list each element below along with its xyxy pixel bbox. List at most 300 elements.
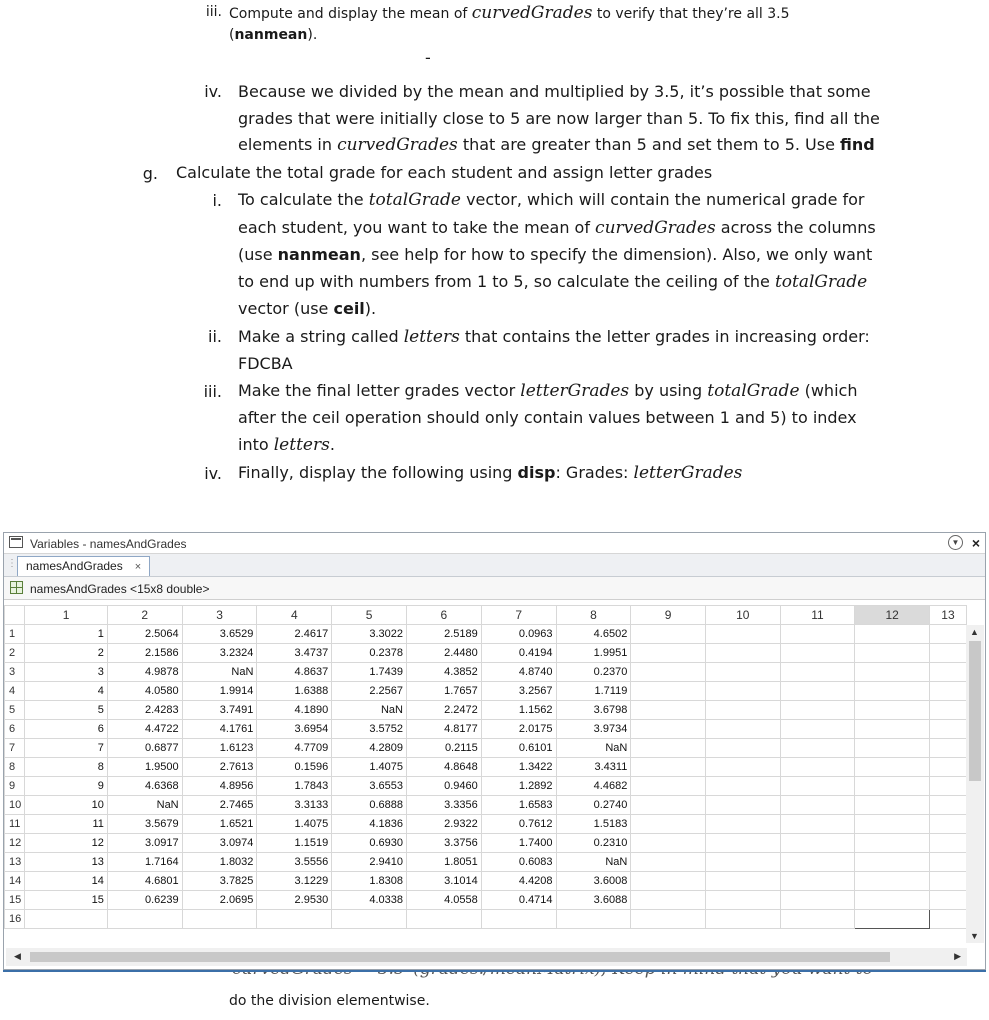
table-cell[interactable] — [705, 663, 780, 682]
table-cell[interactable]: 4.6502 — [556, 625, 631, 644]
table-cell[interactable] — [631, 720, 706, 739]
table-row — [5, 853, 967, 872]
table-row — [5, 701, 967, 720]
table-cell[interactable]: 2.4617 — [257, 625, 332, 644]
table-cell[interactable]: 1.5183 — [556, 815, 631, 834]
table-cell[interactable]: 7 — [25, 739, 108, 758]
table-cell[interactable]: 6 — [25, 720, 108, 739]
table-cell[interactable] — [25, 910, 108, 929]
column-header[interactable]: 3 — [182, 606, 257, 625]
table-cell[interactable]: 3.7491 — [182, 701, 257, 720]
table-cell[interactable] — [855, 796, 930, 815]
table-cell[interactable]: 3.3022 — [332, 625, 407, 644]
table-cell[interactable] — [780, 853, 855, 872]
table-cell[interactable]: 4.0580 — [107, 682, 182, 701]
variables-window[interactable] — [3, 532, 986, 970]
table-cell[interactable]: 0.6083 — [481, 853, 556, 872]
table-row — [5, 663, 967, 682]
table-cell[interactable]: 2.9530 — [257, 891, 332, 910]
table-cell[interactable]: 4.4208 — [481, 872, 556, 891]
table-cell[interactable]: 4.2809 — [332, 739, 407, 758]
variables-window-icon — [9, 536, 23, 548]
table-cell[interactable] — [705, 758, 780, 777]
table-cell[interactable]: 0.2378 — [332, 644, 407, 663]
grid-icon — [10, 581, 23, 594]
table-cell[interactable]: 3.2567 — [481, 682, 556, 701]
table-cell[interactable]: 0.2310 — [556, 834, 631, 853]
table-cell[interactable]: 4.8637 — [257, 663, 332, 682]
table-cell[interactable] — [631, 701, 706, 720]
table-cell[interactable] — [257, 910, 332, 929]
table-cell[interactable]: 11 — [25, 815, 108, 834]
column-header[interactable]: 9 — [631, 606, 706, 625]
doc-line: vector (use ceil). — [238, 299, 377, 318]
scrollbar-thumb[interactable] — [30, 952, 890, 962]
table-cell[interactable] — [929, 758, 966, 777]
table-cell[interactable]: 1.4075 — [257, 815, 332, 834]
table-cell[interactable] — [780, 720, 855, 739]
row-header[interactable]: 6 — [5, 720, 25, 739]
table-cell[interactable]: 3.1229 — [257, 872, 332, 891]
table-cell[interactable] — [929, 872, 966, 891]
table-cell[interactable]: 2.2567 — [332, 682, 407, 701]
table-row — [5, 625, 967, 644]
table-row — [5, 682, 967, 701]
table-row — [5, 910, 967, 929]
row-header[interactable]: 3 — [5, 663, 25, 682]
table-row — [5, 872, 967, 891]
window-bottom-border — [3, 970, 986, 972]
table-cell[interactable]: 3.9734 — [556, 720, 631, 739]
table-cell[interactable] — [929, 701, 966, 720]
table-cell[interactable]: 4.8177 — [406, 720, 481, 739]
table-cell[interactable]: 1.8308 — [332, 872, 407, 891]
table-cell[interactable]: 4.3852 — [406, 663, 481, 682]
table-cell[interactable]: 1.9951 — [556, 644, 631, 663]
table-cell[interactable] — [332, 910, 407, 929]
table-cell[interactable]: 3.0974 — [182, 834, 257, 853]
table-cell[interactable]: 14 — [25, 872, 108, 891]
doc-line: Because we divided by the mean and multiplied by 3.5, it’s possible that some — [238, 82, 871, 101]
table-cell[interactable] — [631, 644, 706, 663]
table-cell[interactable]: 0.4714 — [481, 891, 556, 910]
table-cell[interactable] — [855, 682, 930, 701]
tab-bar — [4, 554, 985, 577]
table-cell[interactable]: 2 — [25, 644, 108, 663]
table-cell[interactable]: 2.5064 — [107, 625, 182, 644]
table-cell[interactable] — [780, 872, 855, 891]
table-cell[interactable]: 3.3133 — [257, 796, 332, 815]
table-cell[interactable]: 2.1586 — [107, 644, 182, 663]
item-label: i. — [212, 191, 222, 210]
table-cell[interactable] — [780, 701, 855, 720]
table-cell[interactable] — [780, 777, 855, 796]
table-cell[interactable] — [929, 910, 966, 929]
data-grid[interactable] — [4, 605, 967, 948]
table-cell[interactable]: 3.6008 — [556, 872, 631, 891]
table-cell[interactable] — [929, 625, 966, 644]
table-cell[interactable]: 1.7400 — [481, 834, 556, 853]
table-cell[interactable] — [855, 701, 930, 720]
corner-cell — [5, 606, 25, 625]
row-header[interactable]: 15 — [5, 891, 25, 910]
doc-line: elements in curvedGrades that are greater than 5 and set them to 5. Use find — [238, 135, 875, 155]
scroll-right-icon[interactable]: ▶ — [954, 951, 961, 961]
tab-namesAndGrades[interactable] — [17, 556, 150, 576]
table-cell[interactable] — [855, 777, 930, 796]
column-header[interactable]: 11 — [780, 606, 855, 625]
column-header[interactable]: 1 — [25, 606, 108, 625]
table-cell[interactable]: 1.7119 — [556, 682, 631, 701]
table-cell[interactable]: 3.3356 — [406, 796, 481, 815]
row-header[interactable]: 2 — [5, 644, 25, 663]
table-cell[interactable]: 4 — [25, 682, 108, 701]
table-cell[interactable]: 4.6801 — [107, 872, 182, 891]
table-cell[interactable] — [705, 644, 780, 663]
row-header[interactable]: 8 — [5, 758, 25, 777]
table-cell[interactable] — [780, 663, 855, 682]
table-cell[interactable]: 0.4194 — [481, 644, 556, 663]
table-cell[interactable]: 3.6954 — [257, 720, 332, 739]
table-cell[interactable] — [705, 701, 780, 720]
table-cell[interactable] — [780, 910, 855, 929]
table-cell[interactable]: NaN — [182, 663, 257, 682]
table-cell[interactable] — [855, 758, 930, 777]
doc-line: do the division elementwise. — [229, 993, 430, 1009]
table-cell[interactable]: 1.3422 — [481, 758, 556, 777]
table-cell[interactable]: 1.2892 — [481, 777, 556, 796]
item-label: g. — [142, 164, 158, 183]
table-cell[interactable]: 1.1519 — [257, 834, 332, 853]
doc-line: Make a string called letters that contains the letter grades in increasing order: — [238, 327, 870, 347]
table-cell[interactable]: 9 — [25, 777, 108, 796]
table-cell[interactable]: 3.6798 — [556, 701, 631, 720]
table-cell[interactable]: 1.6388 — [257, 682, 332, 701]
table-cell[interactable]: 2.4480 — [406, 644, 481, 663]
table-cell[interactable]: 2.0175 — [481, 720, 556, 739]
doc-line: after the ceil operation should only contain values between 1 and 5) to index — [238, 408, 857, 427]
scrollbar-thumb[interactable] — [969, 641, 981, 781]
table-cell[interactable]: 3.5679 — [107, 815, 182, 834]
table-cell[interactable] — [705, 625, 780, 644]
item-label: iii. — [205, 4, 222, 20]
table-cell[interactable] — [107, 910, 182, 929]
table-cell[interactable]: 0.6239 — [107, 891, 182, 910]
table-cell[interactable]: 4.0558 — [406, 891, 481, 910]
table-cell[interactable]: 2.0695 — [182, 891, 257, 910]
table-cell[interactable] — [929, 720, 966, 739]
table-cell[interactable] — [705, 891, 780, 910]
table-cell[interactable]: 1.8032 — [182, 853, 257, 872]
table-cell[interactable] — [780, 891, 855, 910]
table-cell[interactable] — [929, 834, 966, 853]
column-header[interactable]: 6 — [406, 606, 481, 625]
table-cell[interactable] — [631, 796, 706, 815]
table-cell[interactable] — [705, 910, 780, 929]
vertical-scrollbar[interactable] — [966, 625, 984, 943]
table-cell[interactable] — [631, 853, 706, 872]
table-cell[interactable]: 4.4722 — [107, 720, 182, 739]
window-titlebar[interactable] — [4, 533, 985, 554]
row-header[interactable]: 4 — [5, 682, 25, 701]
table-cell[interactable] — [631, 891, 706, 910]
table-cell[interactable]: 12 — [25, 834, 108, 853]
table-cell[interactable] — [855, 720, 930, 739]
table-cell[interactable] — [705, 815, 780, 834]
table-cell[interactable]: 0.1596 — [257, 758, 332, 777]
column-header[interactable]: 13 — [929, 606, 966, 625]
table-cell[interactable]: 4.6368 — [107, 777, 182, 796]
scroll-down-icon[interactable]: ▼ — [970, 931, 979, 941]
table-cell[interactable] — [855, 663, 930, 682]
doc-line: Compute and display the mean of curvedGrades to verify that they’re all 3.5 — [229, 3, 790, 23]
table-cell[interactable]: NaN — [332, 701, 407, 720]
table-cell[interactable]: 5 — [25, 701, 108, 720]
table-cell[interactable]: 0.7612 — [481, 815, 556, 834]
table-cell[interactable] — [406, 910, 481, 929]
table-cell[interactable]: 1.1562 — [481, 701, 556, 720]
table-cell[interactable] — [780, 644, 855, 663]
row-header[interactable]: 11 — [5, 815, 25, 834]
table-cell[interactable]: 1.7657 — [406, 682, 481, 701]
table-row — [5, 777, 967, 796]
table-cell[interactable]: 10 — [25, 796, 108, 815]
item-label: iii. — [203, 382, 222, 401]
table-cell[interactable] — [631, 739, 706, 758]
table-cell[interactable]: 4.1890 — [257, 701, 332, 720]
table-cell[interactable]: NaN — [107, 796, 182, 815]
grip-icon[interactable]: ⋮ — [7, 558, 17, 569]
doc-line: into letters. — [238, 435, 335, 455]
table-cell[interactable] — [556, 910, 631, 929]
table-cell[interactable]: 13 — [25, 853, 108, 872]
table-cell[interactable] — [780, 815, 855, 834]
table-cell[interactable]: 0.9460 — [406, 777, 481, 796]
table-cell[interactable] — [855, 625, 930, 644]
table-cell[interactable] — [631, 815, 706, 834]
window-title: Variables - namesAndGrades — [30, 537, 187, 551]
table-cell[interactable] — [929, 644, 966, 663]
table-cell[interactable] — [855, 644, 930, 663]
table-cell[interactable]: 0.6930 — [332, 834, 407, 853]
table-cell[interactable] — [780, 796, 855, 815]
table-cell[interactable] — [855, 872, 930, 891]
table-cell[interactable] — [631, 910, 706, 929]
table-cell[interactable]: 4.9878 — [107, 663, 182, 682]
tab-label: namesAndGrades — [26, 559, 123, 573]
chevron-down-circle-icon[interactable]: ▼ — [948, 535, 963, 550]
table-cell[interactable] — [481, 910, 556, 929]
table-cell[interactable]: 1.9914 — [182, 682, 257, 701]
table-row — [5, 834, 967, 853]
doc-line: Calculate the total grade for each student and assign letter grades — [176, 163, 713, 182]
table-cell[interactable] — [929, 663, 966, 682]
table-cell[interactable]: 4.0338 — [332, 891, 407, 910]
table-cell[interactable]: 2.7465 — [182, 796, 257, 815]
table-cell[interactable]: 0.2740 — [556, 796, 631, 815]
table-cell[interactable] — [705, 739, 780, 758]
table-cell[interactable]: 0.2115 — [406, 739, 481, 758]
column-header[interactable]: 8 — [556, 606, 631, 625]
column-header[interactable]: 10 — [705, 606, 780, 625]
table-cell[interactable]: 4.7709 — [257, 739, 332, 758]
table-cell[interactable]: 4.4682 — [556, 777, 631, 796]
table-cell[interactable]: 2.2472 — [406, 701, 481, 720]
table-cell[interactable]: 4.8740 — [481, 663, 556, 682]
table-cell[interactable] — [705, 796, 780, 815]
table-cell[interactable]: 1.4075 — [332, 758, 407, 777]
table-cell[interactable] — [855, 815, 930, 834]
table-cell[interactable] — [631, 872, 706, 891]
table-cell[interactable]: 1.6583 — [481, 796, 556, 815]
table-cell[interactable] — [855, 910, 930, 929]
column-header[interactable]: 12 — [855, 606, 930, 625]
table-row — [5, 739, 967, 758]
table-cell[interactable] — [780, 834, 855, 853]
table-cell[interactable] — [631, 777, 706, 796]
table-cell[interactable]: 3.6529 — [182, 625, 257, 644]
column-header[interactable]: 7 — [481, 606, 556, 625]
table-cell[interactable] — [929, 682, 966, 701]
table-cell[interactable] — [705, 682, 780, 701]
table-cell[interactable]: NaN — [556, 853, 631, 872]
table-cell[interactable]: 15 — [25, 891, 108, 910]
variable-table[interactable] — [4, 605, 967, 929]
row-header[interactable]: 12 — [5, 834, 25, 853]
table-cell[interactable] — [705, 834, 780, 853]
item-label: iv. — [204, 464, 222, 483]
table-cell[interactable] — [929, 777, 966, 796]
table-cell[interactable]: 3.7825 — [182, 872, 257, 891]
table-cell[interactable]: 3.6553 — [332, 777, 407, 796]
table-cell[interactable] — [929, 891, 966, 910]
table-cell[interactable]: 4.8648 — [406, 758, 481, 777]
table-cell[interactable]: 2.7613 — [182, 758, 257, 777]
table-cell[interactable]: 3.4737 — [257, 644, 332, 663]
table-cell[interactable] — [705, 872, 780, 891]
horizontal-scrollbar[interactable] — [6, 948, 967, 966]
item-label: ii. — [208, 327, 222, 346]
table-cell[interactable]: 1.7439 — [332, 663, 407, 682]
table-cell[interactable]: 1.9500 — [107, 758, 182, 777]
table-cell[interactable]: 1.7164 — [107, 853, 182, 872]
table-cell[interactable]: 1.7843 — [257, 777, 332, 796]
table-row — [5, 815, 967, 834]
row-header[interactable]: 14 — [5, 872, 25, 891]
row-header[interactable]: 9 — [5, 777, 25, 796]
table-cell[interactable]: 3.1014 — [406, 872, 481, 891]
table-cell[interactable]: 0.6877 — [107, 739, 182, 758]
table-cell[interactable] — [929, 796, 966, 815]
table-row — [5, 891, 967, 910]
table-cell[interactable] — [631, 682, 706, 701]
table-cell[interactable]: 4.1761 — [182, 720, 257, 739]
table-cell[interactable] — [855, 853, 930, 872]
table-cell[interactable]: 4.8956 — [182, 777, 257, 796]
doc-line: To calculate the totalGrade vector, which will contain the numerical grade for — [238, 190, 865, 210]
row-header[interactable]: 16 — [5, 910, 25, 929]
table-cell[interactable]: 0.2370 — [556, 663, 631, 682]
table-cell[interactable]: 3.3756 — [406, 834, 481, 853]
tab-close-button[interactable]: × — [134, 561, 142, 573]
table-cell[interactable]: 1 — [25, 625, 108, 644]
column-header[interactable]: 4 — [257, 606, 332, 625]
variable-info-bar — [4, 577, 985, 600]
table-cell[interactable]: 1.8051 — [406, 853, 481, 872]
table-cell[interactable]: 1.6123 — [182, 739, 257, 758]
row-header[interactable]: 13 — [5, 853, 25, 872]
table-cell[interactable] — [631, 758, 706, 777]
doc-line: (nanmean). — [229, 27, 318, 43]
table-cell[interactable]: 3.4311 — [556, 758, 631, 777]
table-cell[interactable]: 3.5752 — [332, 720, 407, 739]
row-header[interactable]: 5 — [5, 701, 25, 720]
table-cell[interactable] — [705, 853, 780, 872]
row-header[interactable]: 1 — [5, 625, 25, 644]
table-cell[interactable] — [780, 682, 855, 701]
close-window-button[interactable]: × — [971, 535, 980, 551]
doc-line: Make the final letter grades vector letterGrades by using totalGrade (which — [238, 381, 858, 401]
row-header[interactable]: 7 — [5, 739, 25, 758]
doc-line: to end up with numbers from 1 to 5, so calculate the ceiling of the totalGrade — [238, 272, 868, 292]
table-cell[interactable] — [855, 834, 930, 853]
table-cell[interactable]: 3 — [25, 663, 108, 682]
table-cell[interactable] — [631, 625, 706, 644]
scroll-left-icon[interactable]: ◀ — [14, 951, 21, 961]
doc-line: each student, you want to take the mean of curvedGrades across the columns — [238, 218, 876, 238]
table-cell[interactable]: 3.2324 — [182, 644, 257, 663]
table-cell[interactable] — [855, 891, 930, 910]
table-cell[interactable] — [631, 834, 706, 853]
column-header[interactable]: 2 — [107, 606, 182, 625]
row-header[interactable]: 10 — [5, 796, 25, 815]
table-cell[interactable] — [182, 910, 257, 929]
table-cell[interactable]: 2.5189 — [406, 625, 481, 644]
table-cell[interactable] — [929, 853, 966, 872]
table-cell[interactable] — [705, 777, 780, 796]
dash-mark: - — [425, 48, 431, 67]
scroll-up-icon[interactable]: ▲ — [970, 627, 979, 637]
table-cell[interactable] — [780, 739, 855, 758]
column-header[interactable]: 5 — [332, 606, 407, 625]
table-cell[interactable] — [855, 739, 930, 758]
table-cell[interactable] — [780, 758, 855, 777]
table-cell[interactable] — [705, 720, 780, 739]
doc-line: FDCBA — [238, 354, 293, 373]
table-cell[interactable]: 3.0917 — [107, 834, 182, 853]
table-cell[interactable] — [631, 663, 706, 682]
table-cell[interactable]: 4.1836 — [332, 815, 407, 834]
table-cell[interactable]: NaN — [556, 739, 631, 758]
variable-size-label: namesAndGrades <15x8 double> — [30, 582, 210, 596]
table-row — [5, 644, 967, 663]
doc-line: (use nanmean, see help for how to specify the dimension). Also, we only want — [238, 245, 873, 264]
table-cell[interactable]: 2.9410 — [332, 853, 407, 872]
table-cell[interactable] — [780, 625, 855, 644]
table-cell[interactable]: 1.6521 — [182, 815, 257, 834]
table-cell[interactable] — [929, 815, 966, 834]
table-cell[interactable]: 0.6888 — [332, 796, 407, 815]
table-cell[interactable]: 0.0963 — [481, 625, 556, 644]
table-cell[interactable]: 2.9322 — [406, 815, 481, 834]
table-cell[interactable] — [929, 739, 966, 758]
table-cell[interactable]: 8 — [25, 758, 108, 777]
table-cell[interactable]: 2.4283 — [107, 701, 182, 720]
table-cell[interactable]: 3.6088 — [556, 891, 631, 910]
item-label: iv. — [204, 82, 222, 101]
table-cell[interactable]: 0.6101 — [481, 739, 556, 758]
table-cell[interactable]: 3.5556 — [257, 853, 332, 872]
